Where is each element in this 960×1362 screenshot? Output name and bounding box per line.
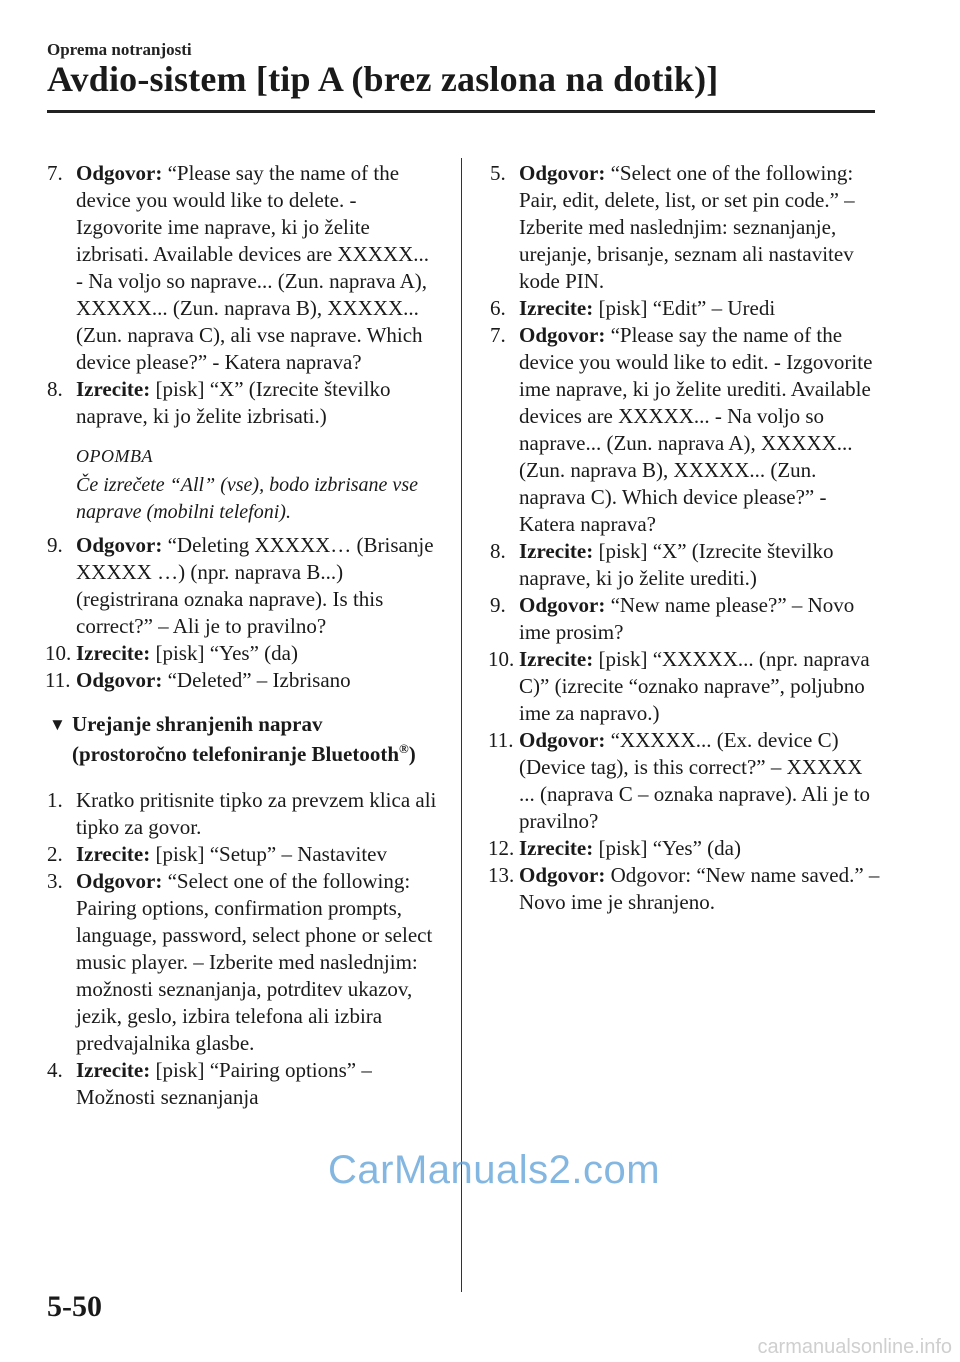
step-text: [pisk] “X” (Izrecite številko naprave, ki jo želite izbrisati.) xyxy=(76,377,391,428)
step-label: Izrecite: xyxy=(519,296,594,320)
page-title: Avdio-sistem [tip A (brez zaslona na dotik)] xyxy=(47,59,719,99)
step-item xyxy=(490,322,882,538)
step-text: [pisk] “XXXXX... (npr. naprava C)” (izrecite “oznako naprave”, poljubno ime za napravo.) xyxy=(519,647,870,725)
step-text: “Please say the name of the device you would like to edit. - Izgovorite ime naprave, ki jo želite urediti. Available devices are XXXXX... - Na voljo so naprave... (Zun. naprava A), XXXXX... (Zun. naprava B), XXXXX... (Zun. naprava C). Which device please?” - Katera naprava? xyxy=(519,323,873,536)
step-item xyxy=(47,376,437,430)
subheading xyxy=(47,709,437,769)
step-text: [pisk] “Yes” (da) xyxy=(150,641,298,665)
step-text: [pisk] “Yes” (da) xyxy=(593,836,741,860)
step-text: [pisk] “Setup” – Nastavitev xyxy=(150,842,387,866)
note-title: OPOMBA xyxy=(76,446,153,466)
subheading-tail: ) xyxy=(408,742,416,766)
step-item xyxy=(47,532,437,640)
site-watermark: carmanualsonline.info xyxy=(757,1336,952,1358)
step-text: “Please say the name of the device you would like to delete. - Izgovorite ime naprave, ki jo želite izbrisati. Available devices are XXXXX... - Na voljo so naprave... (Zun. naprava A), XXXXX... (Zun. naprava B), XXXXX... (Zun. naprava C), ali vse naprave. Which device please?” - Katera naprava? xyxy=(76,161,429,374)
step-text: [pisk] “X” (Izrecite številko naprave, ki jo želite urediti.) xyxy=(519,539,834,590)
left-column xyxy=(47,160,437,1111)
step-item xyxy=(490,538,882,592)
step-number: 6. xyxy=(490,296,506,320)
step-item xyxy=(490,592,882,646)
step-number: 8. xyxy=(47,377,63,401)
step-text: “Deleted” – Izbrisano xyxy=(162,668,351,692)
step-label: Odgovor: xyxy=(519,161,606,185)
step-item xyxy=(47,160,437,376)
step-label: Odgovor: xyxy=(519,863,606,887)
note-box xyxy=(47,443,437,526)
step-text: [pisk] “Pairing options” – Možnosti seznanjanja xyxy=(76,1058,372,1109)
step-item xyxy=(47,640,437,667)
step-list xyxy=(490,160,882,916)
step-number: 5. xyxy=(490,161,506,185)
step-number: 12. xyxy=(488,836,515,860)
step-text: Kratko pritisnite tipko za prevzem klica ali tipko za govor. xyxy=(76,788,437,839)
step-label: Izrecite: xyxy=(519,647,594,671)
step-text: “Deleting XXXXX… (Brisanje XXXXX …) (npr. naprava B...) (registrirana oznaka naprave). Is this correct?” – Ali je to pravilno? xyxy=(76,533,434,638)
step-number: 7. xyxy=(490,323,506,347)
step-item xyxy=(47,667,437,694)
step-list xyxy=(47,160,437,430)
step-item xyxy=(47,841,437,868)
right-column xyxy=(490,160,882,916)
step-item xyxy=(490,160,882,295)
step-label: Odgovor: xyxy=(76,533,163,557)
step-label: Odgovor: xyxy=(76,668,163,692)
registered-mark: ® xyxy=(399,741,409,756)
step-number: 1. xyxy=(47,788,63,812)
step-list xyxy=(47,532,437,694)
step-text: “XXXXX... (Ex. device C) (Device tag), is this correct?” – XXXXX ... (naprava C – oznaka naprave). Ali je to pravilno? xyxy=(519,728,871,833)
column-divider xyxy=(461,158,462,1292)
step-number: 7. xyxy=(47,161,63,185)
step-text: Odgovor: “New name saved.” – Novo ime je shranjeno. xyxy=(519,863,880,914)
step-label: Izrecite: xyxy=(76,377,151,401)
step-number: 9. xyxy=(47,533,63,557)
step-list xyxy=(47,787,437,1111)
step-label: Odgovor: xyxy=(519,728,606,752)
subheading-text: Urejanje shranjenih naprav (prostoročno telefoniranje Bluetooth xyxy=(72,712,400,766)
step-number: 11. xyxy=(488,728,514,752)
step-number: 11. xyxy=(45,668,71,692)
step-number: 2. xyxy=(47,842,63,866)
step-label: Izrecite: xyxy=(76,1058,151,1082)
title-divider xyxy=(47,110,875,113)
note-text: Če izrečete “All” (vse), bodo izbrisane vse naprave (mobilni telefoni). xyxy=(76,474,418,523)
step-item xyxy=(490,295,882,322)
step-text: “Select one of the following: Pair, edit, delete, list, or set pin code.” – Izberite med naslednjim: seznanjanje, urejanje, brisanje, seznam ali nastavitev kode PIN. xyxy=(519,161,855,293)
watermark-logo: CarManuals2.com xyxy=(328,1148,661,1192)
step-label: Izrecite: xyxy=(519,539,594,563)
step-number: 10. xyxy=(488,647,515,671)
step-item xyxy=(47,868,437,1057)
step-item xyxy=(47,787,437,841)
step-text: “New name please?” – Novo ime prosim? xyxy=(519,593,855,644)
step-number: 3. xyxy=(47,869,63,893)
triangle-bullet-icon: ▼ xyxy=(49,715,66,734)
step-number: 4. xyxy=(47,1058,63,1082)
step-text: [pisk] “Edit” – Uredi xyxy=(593,296,776,320)
step-number: 8. xyxy=(490,539,506,563)
step-number: 9. xyxy=(490,593,506,617)
step-number: 10. xyxy=(45,641,72,665)
step-label: Odgovor: xyxy=(76,161,163,185)
section-label: Oprema notranjosti xyxy=(47,40,192,59)
step-label: Odgovor: xyxy=(76,869,163,893)
step-label: Izrecite: xyxy=(519,836,594,860)
step-label: Odgovor: xyxy=(519,323,606,347)
step-item xyxy=(47,1057,437,1111)
step-item xyxy=(490,646,882,727)
page-number: 5-50 xyxy=(47,1290,102,1323)
step-item xyxy=(490,862,882,916)
step-label: Izrecite: xyxy=(76,842,151,866)
step-text: “Select one of the following: Pairing options, confirmation prompts, language, password, select phone or select music player. – Izberite med naslednjim: možnosti seznanjanja, potrditev ukazov, jezik, geslo, izbira telefona ali izbira predvajalnika glasbe. xyxy=(76,869,433,1055)
step-number: 13. xyxy=(488,863,515,887)
step-label: Odgovor: xyxy=(519,593,606,617)
step-item xyxy=(490,835,882,862)
step-item xyxy=(490,727,882,835)
step-label: Izrecite: xyxy=(76,641,151,665)
